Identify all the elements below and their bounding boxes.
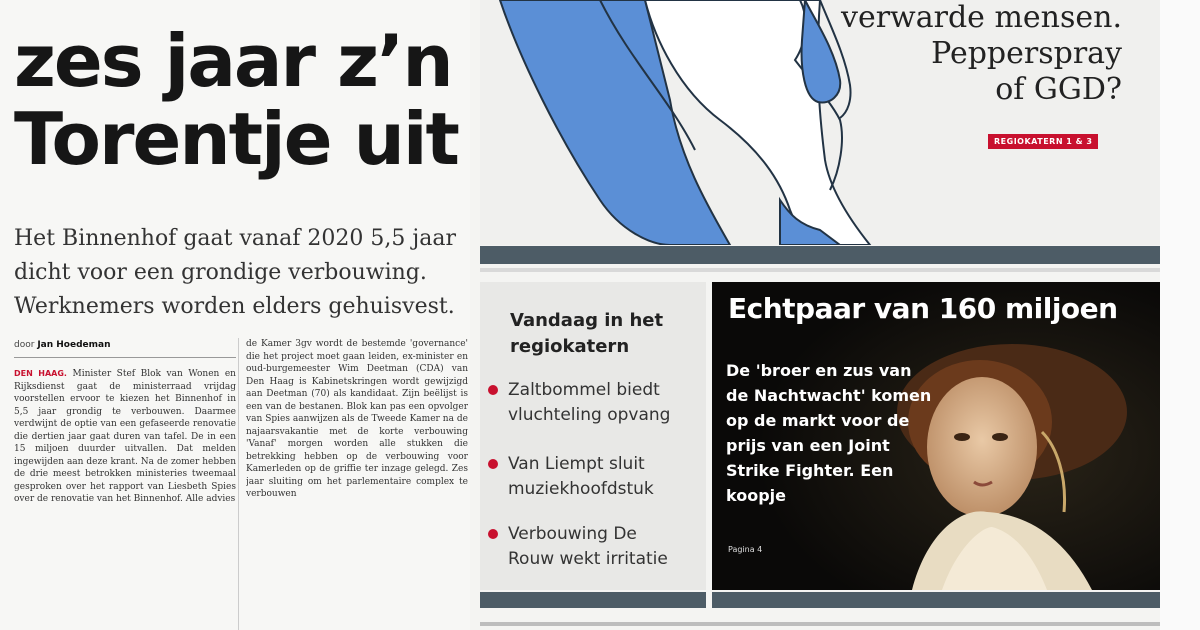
today-item-label: Verbouwing De Rouw wekt irritatie [508,524,668,569]
bullet-icon [488,529,498,539]
byline-divider [14,357,236,358]
teaser-text [841,0,1122,108]
dateline: DEN HAAG. [14,369,67,378]
today-item-label: Zaltbommel biedt vluchteling opvang [508,380,671,425]
feature-text: De 'broer en zus van de Nachtwacht' komen op de markt voor de prijs van een Joint Strike Fighter. Een koopje [726,361,932,505]
today-in-section-box [480,282,706,590]
lead-article [0,0,470,630]
byline [14,340,111,350]
bottom-rule [480,622,1160,626]
today-list-item[interactable] [508,378,688,428]
teaser-section-tag[interactable]: REGIOKATERN 1 & 3 [988,134,1098,149]
teaser-line-3: of GGD? [995,72,1122,107]
today-list-item[interactable] [508,522,688,572]
today-box-title: Vandaag in het regiokatern [510,310,664,357]
section-rule-bar [480,246,1160,264]
illustration-panel[interactable] [480,0,1160,245]
feature-title: Echtpaar van 160 miljoen [728,292,1118,325]
teaser-line-2: Pepperspray [931,36,1122,71]
lead-intro: Het Binnenhof gaat vanaf 2020 5,5 jaar dicht voor een grondige verbouwing. Werknemers worden elders gehuisvest. [14,226,456,319]
today-item-label: Van Liempt sluit muziekhoofdstuk [508,454,654,499]
page-margin [1160,0,1200,630]
today-list-item[interactable] [508,452,688,502]
section-rule-line [480,268,1160,272]
body-column-1-text: Minister Stef Blok van Wonen en Rijksdienst gaat de ministerraad vrijdag voorstellen ervoor te kiezen het Binnenhof in 5,5 jaar grondig te verbouwen. Daarmee verdwijnt de optie van een gefaseerde renovatie die dertien jaar gaat duren van tafel. De in een 15 miljoen duurder uitvallen. Dat melden ingewijden aan deze krant. Na de zomer hebben de drie meest betrokken ministeries tweemaal gesproken over het rapport van Liesbeth Spies over de renovatie van het Binnenhof. Alle advies [14,369,236,504]
lead-headline[interactable] [14,19,464,181]
bullet-icon [488,385,498,395]
body-column-2: de Kamer 3gv wordt de bestemde 'governance' die het project moet gaan leiden, ex-minister en oud-burgemeester Wim Deetman (CDA) van Den Haag is Kabinetskringen wordt gewijzigd aan Deetman (70) als kandidaat. Zijn beëlijst is een van de bestanen. Blok kan pas een opvolger van Spies aanwijzen als de Tweede Kamer na de najaarsvakantie met de korte verbouwing 'Vanaf' morgen worden alle stukken die betrekking hebben op de verbouwing voor Kamerleden op de griffie ter inzage gelegd. Zes jaar sluiting om het parlementaire complex te verbouwen [246,339,468,499]
byline-author: Jan Hoedeman [37,340,111,350]
feature-box[interactable] [712,282,1160,590]
bullet-icon [488,459,498,469]
today-box-footer-bar [480,592,706,608]
teaser-line-1: verwarde mensen. [841,0,1122,35]
column-divider [238,338,239,630]
headline-line-1: zes jaar z’n [14,19,452,103]
body-column-1 [14,368,236,630]
headline-line-2: Torentje uit [14,97,458,181]
feature-footer-bar [712,592,1160,608]
byline-prefix: door [14,340,35,350]
feature-page-ref: Pagina 4 [728,545,763,554]
